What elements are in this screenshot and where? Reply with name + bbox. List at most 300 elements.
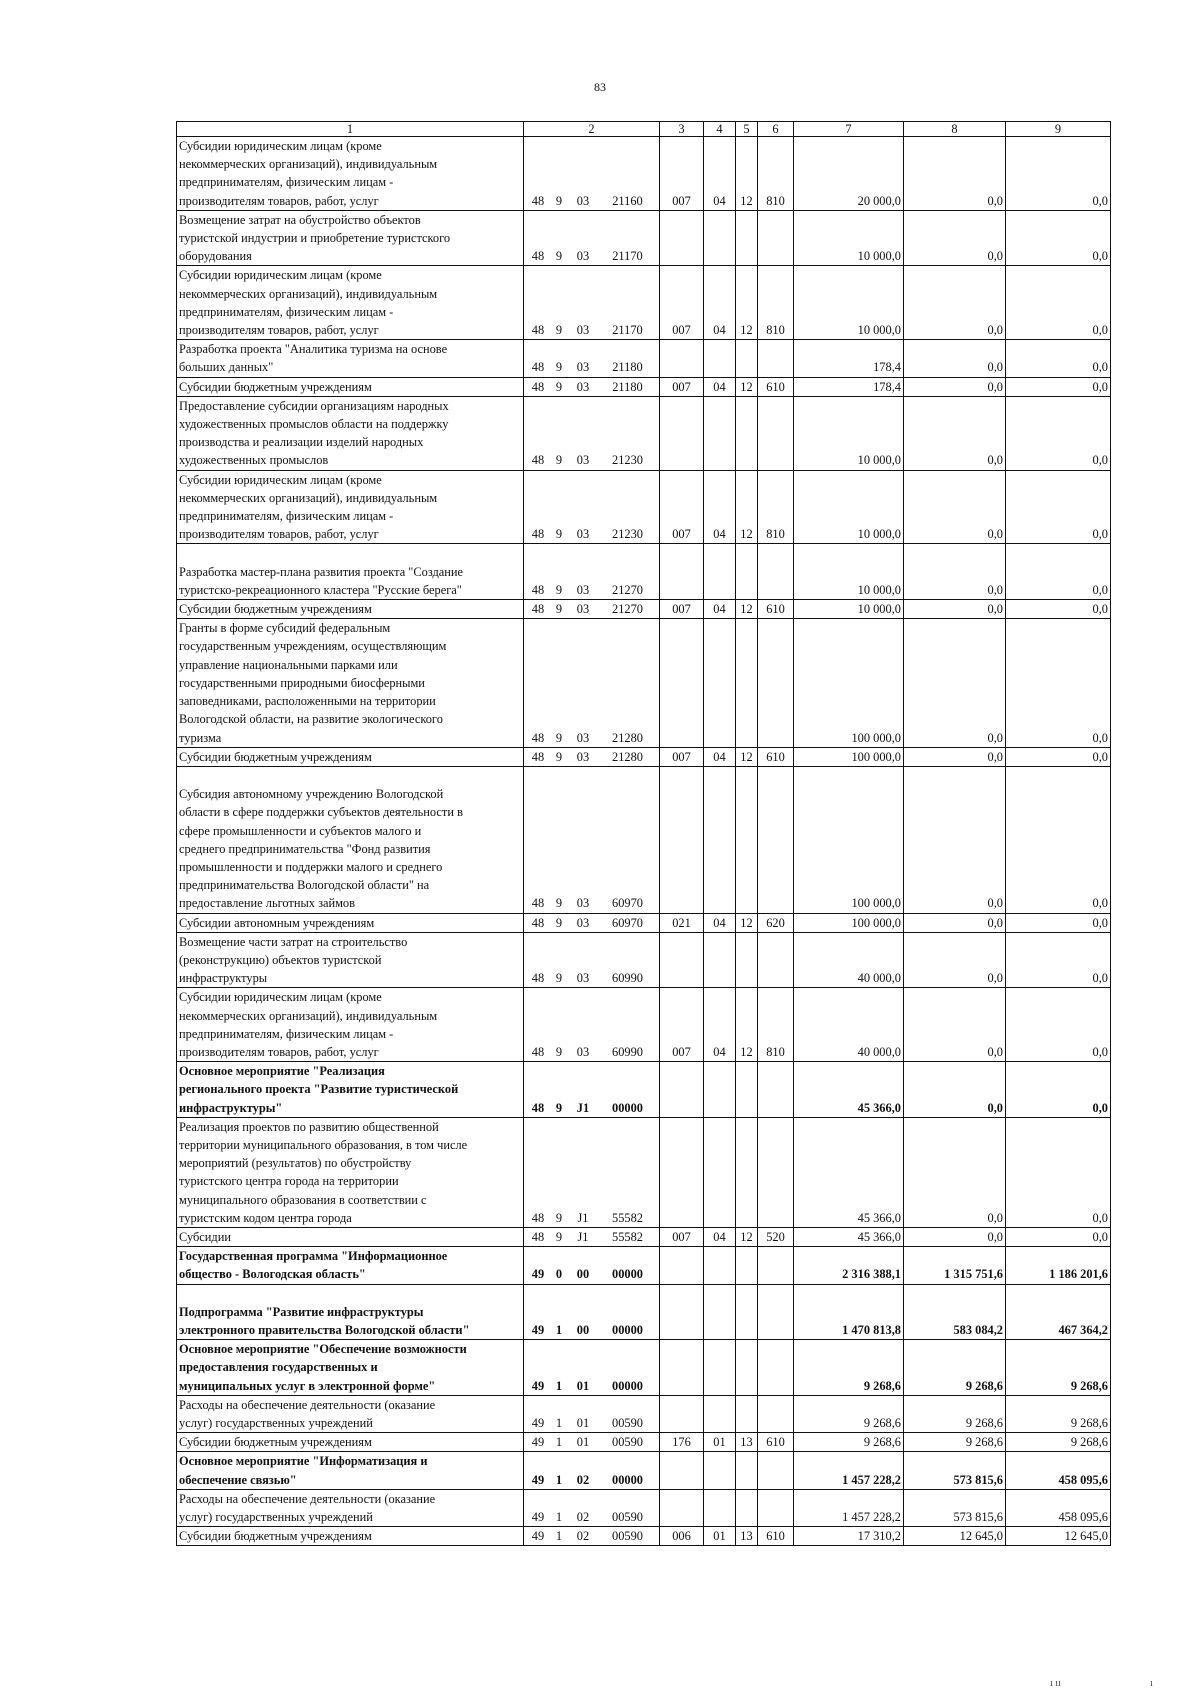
amount-year-2: 9 268,6 [904,1395,1006,1432]
table-row [177,1117,1111,1227]
code-part: 9 [555,453,563,468]
target-article-code [524,1433,660,1452]
description-line: некоммерческих организаций), индивидуальным [179,1008,438,1023]
amount-year-3: 1 186 201,6 [1006,1247,1111,1284]
row-description [177,1340,524,1396]
amount-year-1: 45 366,0 [794,1227,904,1246]
code-part: 03 [576,896,590,911]
description-line: предоставление льготных займов [179,896,355,911]
subsection-code [736,766,758,913]
section-code: 04 [704,600,736,619]
description-line: предпринимателям, физическим лицам - [179,175,394,190]
code-part: 02 [576,1529,590,1544]
subsection-code [736,1452,758,1489]
section-code [704,1340,736,1396]
code-part: 02 [576,1472,590,1487]
code-part: 48 [531,360,545,375]
code-part: 49 [531,1378,545,1393]
section-code [704,1452,736,1489]
ministry-code: 006 [660,1527,704,1546]
amount-year-3: 0,0 [1006,747,1111,766]
description-line: обеспечение связью" [179,1472,297,1487]
section-code [704,1489,736,1526]
description-line: Субсидии юридическим лицам (кроме [179,472,382,487]
code-part: 00590 [612,1416,643,1431]
expense-type-code: 610 [758,1527,794,1546]
amount-year-1: 40 000,0 [794,932,904,988]
section-code [704,932,736,988]
amount-year-2: 0,0 [904,210,1006,266]
table-row [177,747,1111,766]
ministry-code [660,1340,704,1396]
code-part: 49 [531,1435,545,1450]
expense-type-code: 610 [758,600,794,619]
code-part: J1 [577,1210,589,1225]
section-code [704,1062,736,1118]
target-article-code [524,988,660,1062]
subsection-code [736,932,758,988]
code-part: 1 [555,1378,563,1393]
amount-year-1: 20 000,0 [794,137,904,211]
target-article-code [524,747,660,766]
description-line: государственным учреждениям, осуществляющим [179,639,447,654]
expense-type-code: 610 [758,747,794,766]
description-line: среднего предпринимательства "Фонд развития [179,841,431,856]
section-code: 04 [704,747,736,766]
code-part: 49 [531,1416,545,1431]
page-number: 83 [594,80,606,94]
scan-mark: ı ıı [1050,1678,1061,1689]
code-part: 9 [555,360,563,375]
description-line: инфраструктуры [179,971,268,986]
ministry-code: 007 [660,266,704,340]
code-part: 60970 [612,915,643,930]
ministry-code: 021 [660,913,704,932]
row-description [177,600,524,619]
description-line: Субсидии автономным учреждениям [179,915,375,930]
section-code: 04 [704,988,736,1062]
target-article-code [524,1117,660,1227]
row-description [177,747,524,766]
code-part: 03 [576,379,590,394]
section-code: 04 [704,266,736,340]
expense-type-code [758,1062,794,1118]
table-row [177,1527,1111,1546]
code-part: 49 [531,1267,545,1282]
description-line: художественных промыслов области на поддержку [179,417,449,432]
expense-type-code [758,1247,794,1284]
amount-year-3: 9 268,6 [1006,1340,1111,1396]
expense-type-code: 610 [758,377,794,396]
code-part: 55582 [612,1229,643,1244]
amount-year-1: 10 000,0 [794,396,904,470]
section-code: 04 [704,1227,736,1246]
code-part: 21280 [612,749,643,764]
amount-year-1: 45 366,0 [794,1062,904,1118]
description-line: предпринимателям, физическим лицам - [179,304,394,319]
column-header: 6 [758,122,794,137]
amount-year-2: 0,0 [904,766,1006,913]
target-article-code [524,266,660,340]
table-row [177,377,1111,396]
ministry-code [660,1247,704,1284]
description-line: Субсидии бюджетным учреждениям [179,602,372,617]
table-row [177,1227,1111,1246]
description-line: производителям товаров, работ, услуг [179,527,379,542]
budget-table [176,121,1111,1546]
amount-year-2: 0,0 [904,1117,1006,1227]
ministry-code: 007 [660,747,704,766]
description-line: Субсидии юридическим лицам (кроме [179,990,382,1005]
amount-year-1: 10 000,0 [794,470,904,544]
code-part: 01 [576,1378,590,1393]
description-line: Реализация проектов по развитию общественной [179,1119,439,1134]
subsection-code: 12 [736,1227,758,1246]
code-part: 9 [555,749,563,764]
description-line: Подпрограмма "Развитие инфраструктуры [179,1304,424,1319]
description-line: управление национальными парками или [179,657,398,672]
expense-type-code: 810 [758,266,794,340]
description-line: Субсидии бюджетным учреждениям [179,1529,372,1544]
subsection-code [736,1247,758,1284]
ministry-code [660,932,704,988]
description-line: производства и реализации изделий народных [179,435,424,450]
description-line: промышленности и поддержки малого и среднего [179,859,443,874]
amount-year-3: 0,0 [1006,266,1111,340]
table-body [177,122,1111,1546]
row-description [177,1527,524,1546]
target-article-code [524,600,660,619]
amount-year-1: 1 470 813,8 [794,1284,904,1340]
amount-year-2: 0,0 [904,396,1006,470]
expense-type-code: 810 [758,988,794,1062]
amount-year-3: 0,0 [1006,340,1111,377]
code-part: 21270 [612,602,643,617]
expense-type-code [758,1117,794,1227]
subsection-code [736,1062,758,1118]
expense-type-code [758,1284,794,1340]
amount-year-3: 0,0 [1006,600,1111,619]
target-article-code [524,913,660,932]
code-part: 9 [555,1210,563,1225]
description-line: муниципального образования в соответствии с [179,1192,427,1207]
section-code [704,619,736,747]
code-part: 00000 [612,1378,643,1393]
code-part: 00000 [612,1323,643,1337]
code-part: 48 [531,971,545,986]
code-part: 00000 [612,1267,643,1282]
code-part: 9 [555,193,563,208]
description-line: производителям товаров, работ, услуг [179,323,379,338]
table-row [177,1062,1111,1118]
column-header: 1 [177,122,524,137]
subsection-code [736,1340,758,1396]
amount-year-2: 573 815,6 [904,1452,1006,1489]
amount-year-1: 45 366,0 [794,1117,904,1227]
description-line: общество - Вологодская область" [179,1267,366,1282]
code-part: 03 [576,527,590,542]
expense-type-code [758,340,794,377]
expense-type-code: 810 [758,137,794,211]
description-line: Возмещение затрат на обустройство объектов [179,212,421,227]
amount-year-3: 467 364,2 [1006,1284,1111,1340]
target-article-code [524,619,660,747]
code-part: 48 [531,602,545,617]
table-row [177,1340,1111,1396]
code-part: 00 [576,1267,590,1282]
target-article-code [524,340,660,377]
code-part: 21230 [612,453,643,468]
amount-year-3: 12 645,0 [1006,1527,1111,1546]
code-part: 00000 [612,1100,643,1115]
section-code: 04 [704,470,736,544]
description-line: производителям товаров, работ, услуг [179,1044,379,1059]
description-line: заповедниками, расположенными на территории [179,694,436,709]
ministry-code [660,1284,704,1340]
table-row [177,913,1111,932]
code-part: 01 [576,1435,590,1450]
description-line: государственными природными биосферными [179,675,425,690]
description-line: предпринимательства Вологодской области" на [179,878,430,893]
code-part: 03 [576,1044,590,1059]
amount-year-1: 1 457 228,2 [794,1489,904,1526]
table-row [177,544,1111,600]
code-part: 21170 [612,323,643,338]
expense-type-code [758,210,794,266]
amount-year-3: 0,0 [1006,988,1111,1062]
code-part: 60990 [612,971,643,986]
code-part: 1 [555,1510,563,1525]
code-part: 48 [531,1100,545,1115]
code-part: J1 [577,1229,589,1244]
subsection-code: 12 [736,377,758,396]
row-description [177,766,524,913]
target-article-code [524,377,660,396]
amount-year-1: 100 000,0 [794,619,904,747]
target-article-code [524,1452,660,1489]
amount-year-2: 0,0 [904,377,1006,396]
code-part: 9 [555,915,563,930]
row-description [177,1284,524,1340]
amount-year-2: 0,0 [904,988,1006,1062]
row-description [177,1117,524,1227]
description-line: сфере промышленности и субъектов малого и [179,823,422,838]
section-code [704,766,736,913]
row-description [177,1247,524,1284]
amount-year-1: 100 000,0 [794,766,904,913]
ministry-code [660,1117,704,1227]
row-description [177,377,524,396]
code-part: 9 [555,896,563,911]
description-line: Субсидии бюджетным учреждениям [179,749,372,764]
amount-year-2: 0,0 [904,544,1006,600]
code-part: 03 [576,193,590,208]
subsection-code [736,544,758,600]
row-description [177,1452,524,1489]
amount-year-2: 0,0 [904,1062,1006,1118]
target-article-code [524,544,660,600]
amount-year-1: 9 268,6 [794,1340,904,1396]
target-article-code [524,932,660,988]
description-line: Возмещение части затрат на строительство [179,934,408,949]
table-row [177,396,1111,470]
amount-year-1: 10 000,0 [794,266,904,340]
description-line: Субсидии юридическим лицам (кроме [179,139,382,153]
subsection-code [736,1117,758,1227]
code-part: 03 [576,971,590,986]
column-number-row [177,122,1111,137]
ministry-code: 176 [660,1433,704,1452]
table-row [177,1284,1111,1340]
amount-year-3: 0,0 [1006,1227,1111,1246]
subsection-code: 12 [736,137,758,211]
section-code [704,1247,736,1284]
subsection-code [736,619,758,747]
code-part: 48 [531,193,545,208]
ministry-code [660,544,704,600]
amount-year-3: 0,0 [1006,932,1111,988]
row-description [177,137,524,211]
subsection-code [736,396,758,470]
code-part: 49 [531,1529,545,1544]
amount-year-1: 17 310,2 [794,1527,904,1546]
subsection-code: 12 [736,600,758,619]
target-article-code [524,1527,660,1546]
subsection-code [736,210,758,266]
subsection-code [736,1284,758,1340]
table-row [177,470,1111,544]
description-line: туристской индустрии и приобретение туристского [179,231,451,246]
amount-year-3: 9 268,6 [1006,1395,1111,1432]
description-line: Субсидия автономному учреждению Вологодской [179,787,444,802]
code-part: J1 [576,1100,590,1115]
description-line: Основное мероприятие "Обеспечение возможности [179,1342,467,1357]
description-line: туристско-рекреационного кластера "Русские берега" [179,582,462,597]
amount-year-3: 0,0 [1006,210,1111,266]
description-line: некоммерческих организаций), индивидуальным [179,490,438,505]
description-line: Субсидии [179,1229,231,1244]
amount-year-1: 9 268,6 [794,1433,904,1452]
code-part: 9 [555,249,563,264]
target-article-code [524,137,660,211]
code-part: 9 [555,323,563,338]
target-article-code [524,210,660,266]
ministry-code [660,210,704,266]
code-part: 00590 [612,1510,643,1525]
column-header: 9 [1006,122,1111,137]
section-code [704,544,736,600]
column-header: 2 [524,122,660,137]
row-description [177,1489,524,1526]
ministry-code: 007 [660,470,704,544]
row-description [177,932,524,988]
code-part: 03 [576,730,590,745]
code-part: 21230 [612,527,643,542]
code-part: 49 [531,1323,545,1337]
amount-year-3: 0,0 [1006,137,1111,211]
code-part: 9 [555,379,563,394]
amount-year-1: 10 000,0 [794,210,904,266]
description-line: туристским кодом центра города [179,1210,352,1225]
section-code: 01 [704,1527,736,1546]
code-part: 1 [555,1323,563,1337]
expense-type-code [758,619,794,747]
code-part: 9 [555,527,563,542]
ministry-code: 007 [660,377,704,396]
code-part: 01 [576,1416,590,1431]
section-code [704,340,736,377]
row-description [177,619,524,747]
description-line: некоммерческих организаций), индивидуальным [179,157,438,172]
description-line: туристского центра города на территории [179,1174,399,1189]
amount-year-1: 2 316 388,1 [794,1247,904,1284]
code-part: 9 [555,1100,563,1115]
table-row [177,1395,1111,1432]
table-row [177,210,1111,266]
table-row [177,1489,1111,1526]
expense-type-code: 610 [758,1433,794,1452]
code-part: 60970 [612,896,643,911]
ministry-code [660,1395,704,1432]
code-part: 48 [531,379,545,394]
subsection-code: 13 [736,1433,758,1452]
amount-year-2: 0,0 [904,137,1006,211]
subsection-code: 12 [736,913,758,932]
code-part: 48 [531,249,545,264]
amount-year-2: 9 268,6 [904,1433,1006,1452]
code-part: 48 [531,915,545,930]
code-part: 21180 [612,360,643,375]
ministry-code [660,396,704,470]
amount-year-3: 0,0 [1006,766,1111,913]
code-part: 48 [531,1210,545,1225]
ministry-code [660,340,704,377]
amount-year-1: 40 000,0 [794,988,904,1062]
description-line: некоммерческих организаций), индивидуальным [179,286,438,301]
amount-year-1: 10 000,0 [794,544,904,600]
code-part: 49 [531,1510,545,1525]
table-row [177,137,1111,211]
code-part: 21180 [612,379,643,394]
amount-year-2: 0,0 [904,747,1006,766]
code-part: 49 [531,1472,545,1487]
code-part: 03 [576,249,590,264]
expense-type-code [758,544,794,600]
target-article-code [524,1284,660,1340]
code-part: 1 [555,1435,563,1450]
code-part: 9 [555,971,563,986]
code-part: 48 [531,582,545,597]
row-description [177,1062,524,1118]
subsection-code: 13 [736,1527,758,1546]
row-description [177,266,524,340]
code-part: 21270 [612,582,643,597]
column-header: 5 [736,122,758,137]
amount-year-3: 0,0 [1006,1117,1111,1227]
table-row [177,1433,1111,1452]
description-line: Расходы на обеспечение деятельности (оказание [179,1491,436,1506]
target-article-code [524,396,660,470]
code-part: 00 [576,1323,590,1337]
column-header: 3 [660,122,704,137]
table-row [177,1452,1111,1489]
section-code [704,1284,736,1340]
description-line: больших данных" [179,360,274,375]
code-part: 21170 [612,249,643,264]
code-part: 03 [576,453,590,468]
row-description [177,913,524,932]
subsection-code: 12 [736,747,758,766]
